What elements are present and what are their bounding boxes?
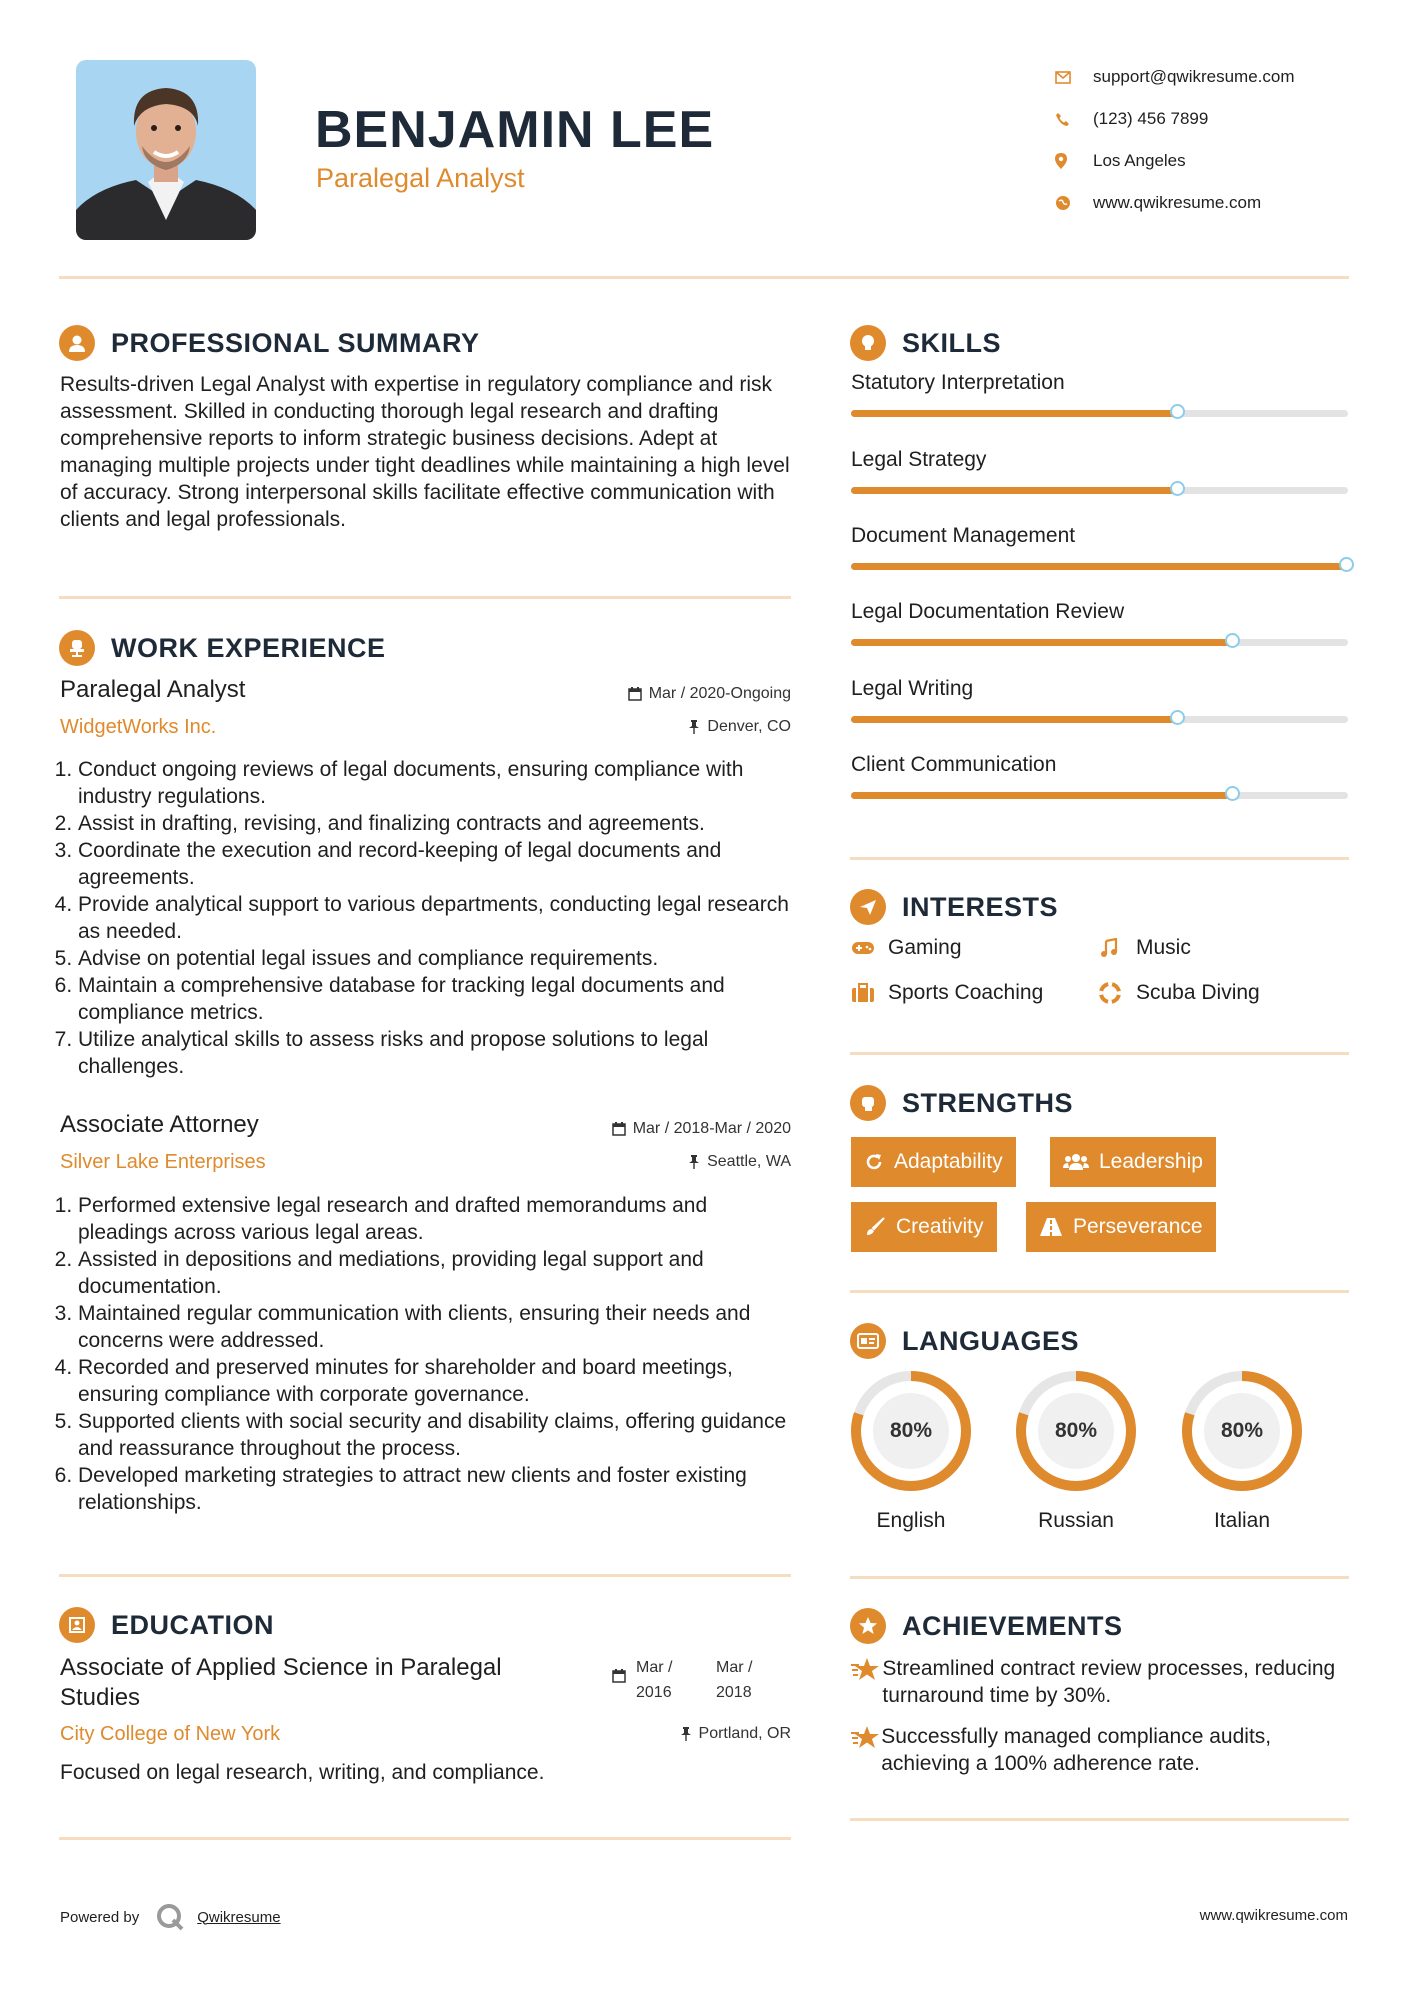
list-item: 2. Assist in drafting, revising, and finalizing contracts and agreements. (78, 810, 800, 837)
pushpin-icon (680, 1727, 692, 1741)
education-description: Focused on legal research, writing, and compliance. (60, 1761, 545, 1784)
skill-item (851, 600, 1348, 624)
phone-icon (1055, 112, 1093, 127)
strength-chip: Perseverance (1026, 1202, 1216, 1252)
skill-knob (1170, 710, 1185, 725)
candidate-name: BENJAMIN LEE (315, 101, 715, 159)
skills-divider (850, 857, 1349, 860)
skill-knob (1339, 557, 1354, 572)
achievement-item: Streamlined contract review processes, reducing turnaround time by 30%. (851, 1655, 1351, 1709)
summary-divider (59, 596, 791, 599)
languages-heading: LANGUAGES (850, 1323, 1079, 1359)
job-location: Denver, CO (688, 718, 791, 736)
language-percent: 80% (1054, 1419, 1098, 1442)
education-dates (612, 1655, 752, 1705)
language-item (1014, 1369, 1138, 1539)
gamepad-icon (851, 941, 888, 955)
skill-item (851, 753, 1348, 777)
id-card-icon (850, 1323, 886, 1359)
qwikresume-logo-icon (155, 1902, 185, 1932)
footer-powered-by: Powered by Qwikresume (60, 1902, 281, 1932)
interests-divider (850, 1052, 1349, 1055)
education-divider (59, 1837, 791, 1840)
achievement-item: Successfully managed compliance audits, achieving a 100% adherence rate. (851, 1723, 1351, 1777)
education-degree: Associate of Applied Science in Paralegal Studies (60, 1654, 502, 1711)
strengths-divider (850, 1290, 1349, 1293)
skill-item (851, 448, 1348, 472)
list-item: 4. Provide analytical support to various departments, conducting legal research as needed. (78, 891, 800, 945)
calendar-icon (612, 1122, 626, 1136)
skill-fill (851, 410, 1179, 417)
user-icon (59, 325, 95, 361)
strength-chip: Leadership (1050, 1137, 1216, 1187)
interest-item: Scuba Diving (1099, 981, 1260, 1005)
experience-divider (59, 1574, 791, 1577)
interest-item: Gaming (851, 936, 962, 960)
contact-block (1055, 56, 1355, 224)
education-end: Mar / 2018 (716, 1659, 753, 1701)
job-dates: Mar / 2018-Mar / 2020 (612, 1120, 791, 1138)
paper-plane-icon (850, 889, 886, 925)
skill-bar (851, 639, 1348, 646)
calendar-icon (628, 687, 642, 701)
music-note-icon (1099, 938, 1136, 958)
pushpin-icon (688, 1155, 700, 1169)
map-pin-icon (1055, 153, 1093, 169)
language-percent: 80% (1220, 1419, 1264, 1442)
strengths-heading: STRENGTHS (850, 1085, 1073, 1121)
users-icon (1063, 1152, 1089, 1172)
pushpin-icon (688, 720, 700, 734)
strength-chip: Adaptability (851, 1137, 1016, 1187)
qwikresume-link[interactable]: Qwikresume (197, 1908, 281, 1926)
job-company: Silver Lake Enterprises (60, 1151, 266, 1173)
skill-knob (1225, 786, 1240, 801)
job-duties (60, 1192, 800, 1516)
language-name: Russian (1038, 1509, 1114, 1532)
contact-email-text: support@qwikresume.com (1093, 67, 1295, 86)
job-duties (60, 756, 800, 1080)
refresh-icon (864, 1152, 884, 1172)
language-percent: 80% (889, 1419, 933, 1442)
strength-chip: Creativity (851, 1202, 997, 1252)
list-item: 3. Coordinate the execution and record-keeping of legal documents and agreements. (78, 837, 800, 891)
language-name: English (876, 1509, 946, 1532)
contact-email[interactable] (1055, 56, 1355, 98)
skill-name: Legal Writing (851, 677, 974, 700)
languages-divider (850, 1576, 1349, 1579)
list-item: 5. Supported clients with social security and disability claims, offering guidance and reassurance throughout the process. (78, 1408, 800, 1462)
header-divider (59, 276, 1349, 279)
skill-name: Statutory Interpretation (851, 371, 1065, 394)
contact-website-text: www.qwikresume.com (1093, 193, 1262, 212)
contact-website[interactable] (1055, 182, 1355, 224)
skill-bar (851, 410, 1348, 417)
job-title: Associate Attorney (60, 1111, 259, 1138)
list-item: 2. Assisted in depositions and mediations, providing legal support and documentation. (78, 1246, 800, 1300)
briefcase-icon (851, 983, 888, 1003)
globe-icon (1055, 195, 1093, 211)
road-icon (1039, 1217, 1063, 1237)
achievements-heading: ACHIEVEMENTS (850, 1608, 1123, 1644)
graduate-icon (59, 1607, 95, 1643)
skill-bar (851, 563, 1348, 570)
job-location: Seattle, WA (688, 1153, 791, 1171)
skill-name: Document Management (851, 524, 1076, 547)
skill-item (851, 371, 1348, 395)
language-item (849, 1369, 973, 1539)
job-company: WidgetWorks Inc. (60, 716, 217, 738)
list-item: 4. Recorded and preserved minutes for shareholder and board meetings, ensuring compliance with corporate governance. (78, 1354, 800, 1408)
footer-website[interactable]: www.qwikresume.com (1199, 1907, 1348, 1924)
lightbulb-icon (850, 325, 886, 361)
skill-fill (851, 487, 1179, 494)
star-badge-icon (850, 1608, 886, 1644)
education-heading: EDUCATION (59, 1607, 274, 1643)
profile-photo (76, 60, 256, 240)
briefcase-chair-icon (59, 630, 95, 666)
education-school: City College of New York (60, 1723, 281, 1745)
candidate-role: Paralegal Analyst (316, 163, 525, 193)
summary-text: Results-driven Legal Analyst with expertise in regulatory compliance and risk assessment. Skilled in conducting thorough legal research and drafting comprehensive reports to inform strategic business decisions. Adept at managing multiple projects under tight deadlines while maintaining a high level of accuracy. Strong interpersonal skills facilitate effective communication with clients and legal professionals. (60, 373, 790, 531)
envelope-icon (1055, 71, 1093, 84)
skill-name: Legal Strategy (851, 448, 987, 471)
education-start: Mar / 2016 (636, 1659, 673, 1701)
skill-fill (851, 563, 1348, 570)
list-item: 7. Utilize analytical skills to assess risks and propose solutions to legal challenges. (78, 1026, 800, 1080)
skill-bar (851, 716, 1348, 723)
skill-item (851, 524, 1348, 548)
list-item: 3. Maintained regular communication with clients, ensuring their needs and concerns were addressed. (78, 1300, 800, 1354)
lifebuoy-icon (1099, 982, 1136, 1004)
calendar-icon (612, 1669, 626, 1683)
interest-item: Music (1099, 936, 1191, 960)
skill-knob (1170, 404, 1185, 419)
fist-icon (850, 1085, 886, 1121)
skill-bar (851, 487, 1348, 494)
brush-icon (864, 1216, 886, 1238)
skill-item (851, 677, 1348, 701)
skill-knob (1225, 633, 1240, 648)
list-item: 5. Advise on potential legal issues and compliance requirements. (78, 945, 800, 972)
list-item: 6. Developed marketing strategies to attract new clients and foster existing relationships. (78, 1462, 800, 1516)
skill-name: Legal Documentation Review (851, 600, 1125, 623)
contact-location-text: Los Angeles (1093, 151, 1186, 170)
experience-heading: WORK EXPERIENCE (59, 630, 386, 666)
list-item: 1. Performed extensive legal research and drafted memorandums and pleadings across various legal areas. (78, 1192, 800, 1246)
interests-heading: INTERESTS (850, 889, 1058, 925)
list-item: 1. Conduct ongoing reviews of legal documents, ensuring compliance with industry regulations. (78, 756, 800, 810)
language-item (1180, 1369, 1304, 1539)
skill-name: Client Communication (851, 753, 1057, 776)
skill-fill (851, 716, 1179, 723)
education-location: Portland, OR (680, 1725, 791, 1743)
star-icon (851, 1655, 882, 1688)
star-icon (851, 1723, 881, 1756)
skill-fill (851, 639, 1234, 646)
contact-location (1055, 140, 1355, 182)
language-name: Italian (1213, 1509, 1271, 1532)
skill-knob (1170, 481, 1185, 496)
job-title: Paralegal Analyst (60, 676, 246, 703)
job-dates: Mar / 2020-Ongoing (628, 685, 791, 703)
summary-heading: PROFESSIONAL SUMMARY (59, 325, 480, 361)
interest-item: Sports Coaching (851, 981, 1043, 1005)
contact-phone[interactable] (1055, 98, 1355, 140)
skill-bar (851, 792, 1348, 799)
list-item: 6. Maintain a comprehensive database for tracking legal documents and compliance metrics. (78, 972, 800, 1026)
skill-fill (851, 792, 1234, 799)
achievements-divider (850, 1818, 1349, 1821)
skills-heading: SKILLS (850, 325, 1001, 361)
contact-phone-text: (123) 456 7899 (1093, 109, 1209, 128)
